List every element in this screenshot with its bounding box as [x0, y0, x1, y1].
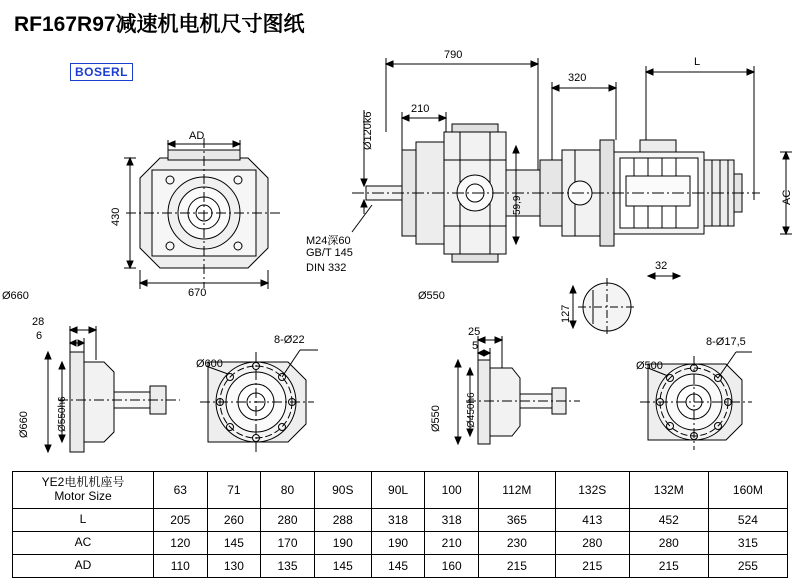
dim-ac-label: AC [781, 189, 793, 205]
col-header: 100 [425, 472, 479, 509]
dim-320-label: 320 [568, 72, 587, 84]
col-header: 71 [207, 472, 261, 509]
table-row [13, 555, 788, 578]
table-cell: 230 [478, 532, 555, 555]
table-cell: 318 [425, 509, 479, 532]
dim-660-top-label: Ø660 [2, 290, 29, 302]
col-header: 160M [708, 472, 787, 509]
table-cell: 160 [425, 555, 479, 578]
table-cell: 280 [555, 532, 629, 555]
thread-spec-label: M24深60 [306, 235, 351, 247]
table-cell: 524 [708, 509, 787, 532]
dim-127-label: 127 [560, 304, 572, 323]
table-header-row [13, 472, 788, 509]
table-cell: 365 [478, 509, 555, 532]
table-row [13, 532, 788, 555]
dim-600-label: Ø600 [196, 358, 223, 370]
table-cell: 255 [708, 555, 787, 578]
dim-670-label: 670 [188, 287, 207, 299]
standard-gbt-label: GB/T 145 [306, 247, 353, 259]
row-label: AC [13, 532, 154, 555]
dim-550-left-label: Ø550h6 [57, 396, 68, 432]
table-cell: 145 [371, 555, 425, 578]
logo-badge: BOSERL [70, 63, 133, 81]
table-cell: 210 [425, 532, 479, 555]
table-cell: 315 [708, 532, 787, 555]
table-cell: 413 [555, 509, 629, 532]
col-header: 63 [154, 472, 208, 509]
dim-ad-label: AD [189, 130, 205, 142]
bolt-8x22-label: 8-Ø22 [274, 334, 305, 346]
row-label: L [13, 509, 154, 532]
dim-28-label: 28 [32, 316, 45, 328]
col-header: 90L [371, 472, 425, 509]
table-cell: 145 [314, 555, 371, 578]
col-header: 90S [314, 472, 371, 509]
col-header: 132M [629, 472, 708, 509]
table-cell: 120 [154, 532, 208, 555]
dim-l-label: L [694, 56, 701, 68]
table-cell: 215 [629, 555, 708, 578]
dim-790-label: 790 [444, 49, 463, 61]
view-key-section [570, 273, 680, 336]
col-header: 112M [478, 472, 555, 509]
table-cell: 318 [371, 509, 425, 532]
dim-25-label: 25 [468, 326, 481, 338]
page-title: RF167R97减速机电机尺寸图纸 [14, 13, 305, 36]
table-header-label [13, 472, 154, 509]
motor-size-table [12, 471, 788, 578]
view-bottom-left-section [45, 326, 180, 452]
dim-210-label: 210 [411, 103, 430, 115]
col-header: 132S [555, 472, 629, 509]
table-cell: 215 [478, 555, 555, 578]
dim-550-right-label: Ø550 [430, 405, 442, 432]
view-main-assembly [352, 58, 792, 262]
dim-430-label: 430 [110, 207, 122, 226]
dim-59-9-label: 59,9 [512, 195, 523, 215]
table-cell: 130 [207, 555, 261, 578]
table-cell: 280 [261, 509, 315, 532]
table-row [13, 509, 788, 532]
dim-shaft-dia-label: Ø120k6 [362, 111, 374, 150]
dim-550-top-label: Ø550 [418, 290, 445, 302]
standard-din-label: DIN 332 [306, 262, 347, 274]
dim-32-label: 32 [655, 260, 668, 272]
table-cell: 205 [154, 509, 208, 532]
dim-500-label: Ø500 [636, 360, 663, 372]
table-header-label-en: Motor Size [54, 489, 112, 503]
table-cell: 110 [154, 555, 208, 578]
dim-450-right-label: Ø450h6 [466, 392, 477, 428]
table-cell: 280 [629, 532, 708, 555]
view-front-left [124, 138, 282, 289]
table-header-label-cn: YE2电机机座号 [41, 475, 125, 490]
table-cell: 452 [629, 509, 708, 532]
table-cell: 190 [314, 532, 371, 555]
dim-6-label: 6 [36, 330, 43, 342]
table-cell: 135 [261, 555, 315, 578]
table-cell: 288 [314, 509, 371, 532]
col-header: 80 [261, 472, 315, 509]
dim-5-label: 5 [472, 340, 479, 352]
bolt-8x175-label: 8-Ø17,5 [706, 336, 746, 348]
table-cell: 145 [207, 532, 261, 555]
table-cell: 215 [555, 555, 629, 578]
table-cell: 190 [371, 532, 425, 555]
dim-660-left-label: Ø660 [18, 411, 30, 438]
table-cell: 260 [207, 509, 261, 532]
row-label: AD [13, 555, 154, 578]
table-cell: 170 [261, 532, 315, 555]
